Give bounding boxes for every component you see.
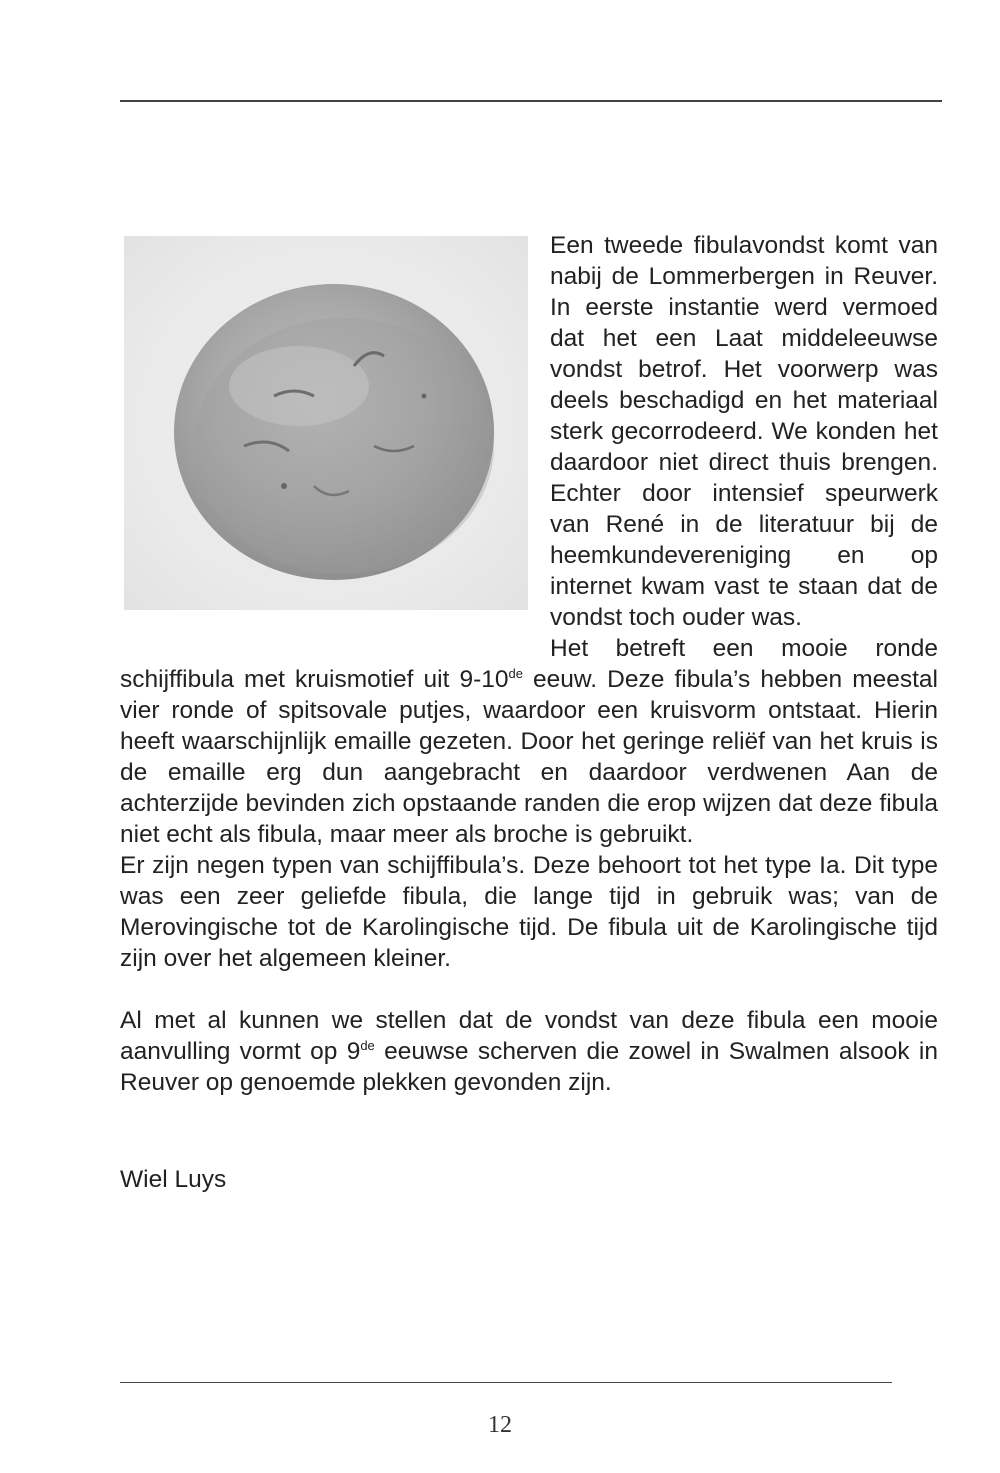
top-rule [120,100,942,102]
paragraph-4-superscript: de [360,1038,375,1053]
paragraph-1: Een tweede fibulavondst komt van nabij de Lommerbergen in Reuver. In eerste instantie werd vermoed dat het een Laat middeleeuwse vondst betrof. Het voorwerp was deels beschadigd en het materiaal sterk gecorrodeerd. We konden het daardoor niet direct thuis brengen. Echter door intensief speurwerk van René in de literatuur bij de heemkundevereniging en op internet kwam vast te staan dat de vondst toch ouder was. [550,232,938,631]
paragraph-3: Er zijn negen typen van schijffibula’s. Deze behoort tot het type Ia. Dit type was een zeer geliefde fibula, die lange tijd in gebruik was; van de Merovingische tot de Karolingische tijd. De fibula uit de Karolingische tijd zijn over het algemeen kleiner. [120,852,938,972]
paragraph-4 [120,1005,938,1098]
bottom-rule [120,1382,892,1383]
page-number: 12 [488,1412,512,1438]
article-body [120,230,938,1098]
author-name: Wiel Luys [120,1166,227,1193]
paragraph-2 [120,633,938,850]
photo-spacer [120,230,550,635]
paragraph-2-superscript: de [508,666,523,681]
paragraph-4-end: eeuwse scherven die zowel in Swalmen alsook in Reuver op genoemde plekken gevonden zijn. [120,1038,938,1096]
paragraph-4-start: Al met al kunnen we stellen dat de vondst van deze fibula een mooie aanvulling vormt op 9 [120,1007,938,1065]
paragraph-gap [120,974,938,1005]
paragraph-2-start: Het betreft een mooie ronde schijffibula met kruismotief uit 9-10 [120,635,938,693]
paragraph-2-end: eeuw. Deze fibula’s hebben meestal vier ronde of spitsovale putjes, waardoor een kruisvorm ontstaat. Hierin heeft waarschijnlijk emaille gezeten. Door het geringe reliëf van het kruis is de emaille erg dun aangebracht en daardoor verdwenen Aan de achterzijde bevinden zich opstaande randen die erop wijzen dat deze fibula niet echt als fibula, maar meer als broche is gebruikt. [120,666,938,848]
